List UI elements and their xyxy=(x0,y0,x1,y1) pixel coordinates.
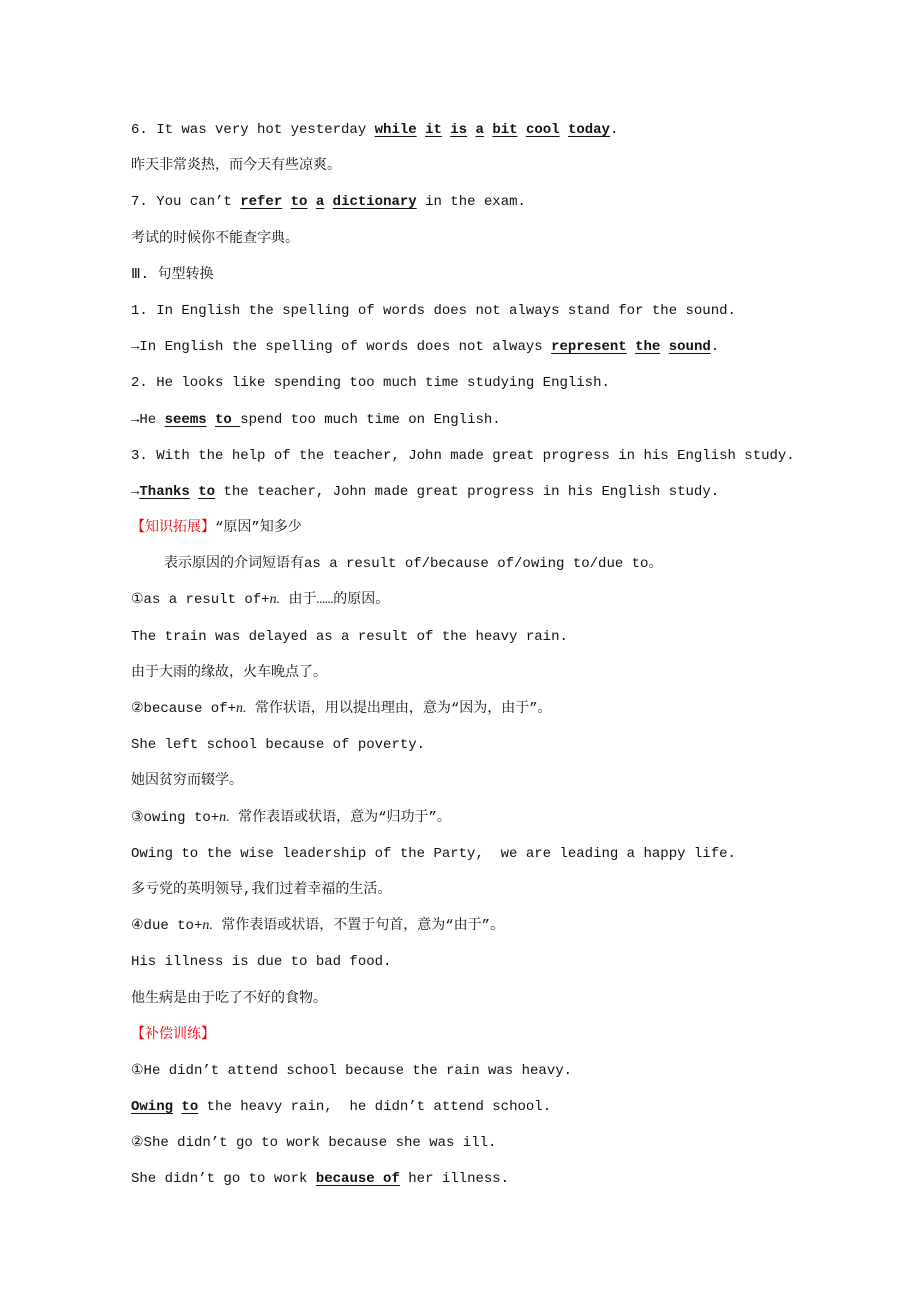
text-segment: 6. It was very hot yesterday xyxy=(131,122,375,138)
text-segment xyxy=(207,412,215,428)
text-segment: 常作表语或状语，不置于句首，意为“由于”。 xyxy=(212,918,505,935)
text-segment xyxy=(324,194,332,210)
text-line xyxy=(131,843,831,879)
answer-blank: while xyxy=(374,122,417,138)
text-segment: the teacher, John made great progress in his English study. xyxy=(215,483,720,500)
answer-blank: Owing xyxy=(131,1099,174,1116)
text-line xyxy=(131,1132,831,1168)
text-line xyxy=(131,807,831,843)
text-line xyxy=(131,481,831,517)
text-line xyxy=(131,264,831,300)
text-segment: 7. You can’t xyxy=(131,194,241,211)
text-line xyxy=(131,372,831,408)
section-heading: 【补偿训练】 xyxy=(131,1026,215,1043)
text-segment: n. xyxy=(269,592,281,608)
text-segment: 常作表语或状语，意为“归功于”。 xyxy=(229,809,451,826)
text-segment: . xyxy=(609,122,619,138)
text-line xyxy=(131,951,831,987)
answer-blank: seems xyxy=(164,411,207,428)
text-segment: 2. He looks like spending too much time studying English. xyxy=(131,375,610,392)
text-line xyxy=(131,770,831,806)
text-line xyxy=(131,1096,831,1132)
text-line xyxy=(131,1024,831,1060)
answer-blank: a xyxy=(315,194,325,211)
text-line xyxy=(131,915,831,951)
text-line xyxy=(131,409,831,445)
answer-blank: dictionary xyxy=(332,194,417,211)
text-segment: ③owing to+ xyxy=(131,809,220,826)
text-segment: → xyxy=(131,483,140,500)
text-segment: The train was delayed as a result of the heavy rain. xyxy=(131,628,568,645)
text-segment: 常作状语，用以提出理由，意为“因为，由于”。 xyxy=(246,701,552,717)
text-segment xyxy=(417,122,425,138)
answer-blank: refer xyxy=(240,194,283,211)
text-segment: 他生病是由于吃了不好的食物。 xyxy=(131,990,327,1007)
text-segment: Owing to the wise leadership of the Party, we are leading a happy life. xyxy=(131,845,736,862)
text-line xyxy=(131,1060,831,1096)
text-segment: her illness. xyxy=(399,1171,510,1188)
text-segment: in the exam. xyxy=(416,194,526,211)
text-segment: 1. In English the spelling of words does not always stand for the sound. xyxy=(131,302,736,319)
text-line xyxy=(131,988,831,1024)
text-line xyxy=(131,879,831,915)
text-segment: n. xyxy=(202,918,213,934)
text-line xyxy=(131,553,831,589)
text-segment xyxy=(518,122,526,138)
text-segment xyxy=(660,339,668,355)
text-segment xyxy=(560,122,568,138)
text-segment: n. xyxy=(219,809,230,825)
text-line xyxy=(131,1168,831,1204)
answer-blank: sound xyxy=(668,339,711,356)
text-segment: Ⅲ. 句型转换 xyxy=(131,266,214,283)
text-segment: →In English the spelling of words does not always xyxy=(131,339,552,356)
answer-blank: Thanks xyxy=(139,483,190,500)
answer-blank: today xyxy=(567,122,610,138)
text-line xyxy=(131,336,831,372)
text-segment: 由于……的原因。 xyxy=(280,592,390,609)
text-line xyxy=(131,626,831,662)
text-segment: ④due to+ xyxy=(131,918,203,935)
answer-blank: represent xyxy=(551,339,627,356)
text-line xyxy=(131,589,831,625)
document-page xyxy=(131,119,831,1205)
text-segment: ②She didn’t go to work because she was ill. xyxy=(131,1135,497,1152)
answer-blank: to xyxy=(198,483,216,500)
text-line xyxy=(131,228,831,264)
text-segment: “原因”知多少 xyxy=(215,520,302,537)
text-line xyxy=(131,119,831,155)
answer-blank: to xyxy=(290,194,308,211)
text-segment: 表示原因的介词短语有as a result of/because of/owing to/due to。 xyxy=(164,556,663,573)
answer-blank: to xyxy=(215,411,241,428)
text-segment xyxy=(627,339,635,355)
text-segment xyxy=(282,194,290,210)
text-segment: the heavy rain, he didn’t attend school. xyxy=(198,1099,552,1116)
text-line xyxy=(131,155,831,191)
text-segment: n. xyxy=(235,701,247,716)
text-segment: . xyxy=(710,339,720,356)
text-segment xyxy=(467,122,475,138)
text-segment: 考试的时候你不能查字典。 xyxy=(131,230,299,247)
text-segment: →He xyxy=(131,411,165,428)
text-line xyxy=(131,445,831,481)
text-line xyxy=(131,300,831,336)
text-segment: She didn’t go to work xyxy=(131,1171,316,1188)
text-line xyxy=(131,191,831,227)
text-segment: spend too much time on English. xyxy=(240,411,501,428)
text-segment: ①as a result of+ xyxy=(131,592,270,609)
text-segment: 由于大雨的缘故，火车晚点了。 xyxy=(131,664,327,681)
answer-blank: a xyxy=(475,122,484,138)
text-line xyxy=(131,662,831,698)
answer-blank: bit xyxy=(492,122,518,138)
text-line xyxy=(131,734,831,770)
text-segment: 昨天非常炎热，而今天有些凉爽。 xyxy=(131,158,341,175)
text-segment: She left school because of poverty. xyxy=(131,737,426,754)
text-segment xyxy=(307,194,315,210)
section-heading: 【知识拓展】 xyxy=(131,520,215,537)
text-segment: 她因贫穷而辍学。 xyxy=(131,773,243,790)
text-segment xyxy=(190,484,198,500)
text-segment: ①He didn’t attend school because the rain was heavy. xyxy=(131,1062,573,1079)
answer-blank: because of xyxy=(315,1171,400,1188)
text-line xyxy=(131,698,831,734)
text-segment: 多亏党的英明领导,我们过着幸福的生活。 xyxy=(131,881,392,898)
answer-blank: cool xyxy=(525,122,560,138)
answer-blank: it xyxy=(425,122,442,138)
answer-blank: to xyxy=(181,1099,199,1116)
answer-blank: the xyxy=(635,339,661,356)
text-segment: 3. With the help of the teacher, John made great progress in his English study. xyxy=(131,447,795,464)
text-segment: ②because of+ xyxy=(131,701,236,717)
text-segment: His illness is due to bad food. xyxy=(131,954,392,971)
text-line xyxy=(131,517,831,553)
answer-blank: is xyxy=(450,122,468,138)
